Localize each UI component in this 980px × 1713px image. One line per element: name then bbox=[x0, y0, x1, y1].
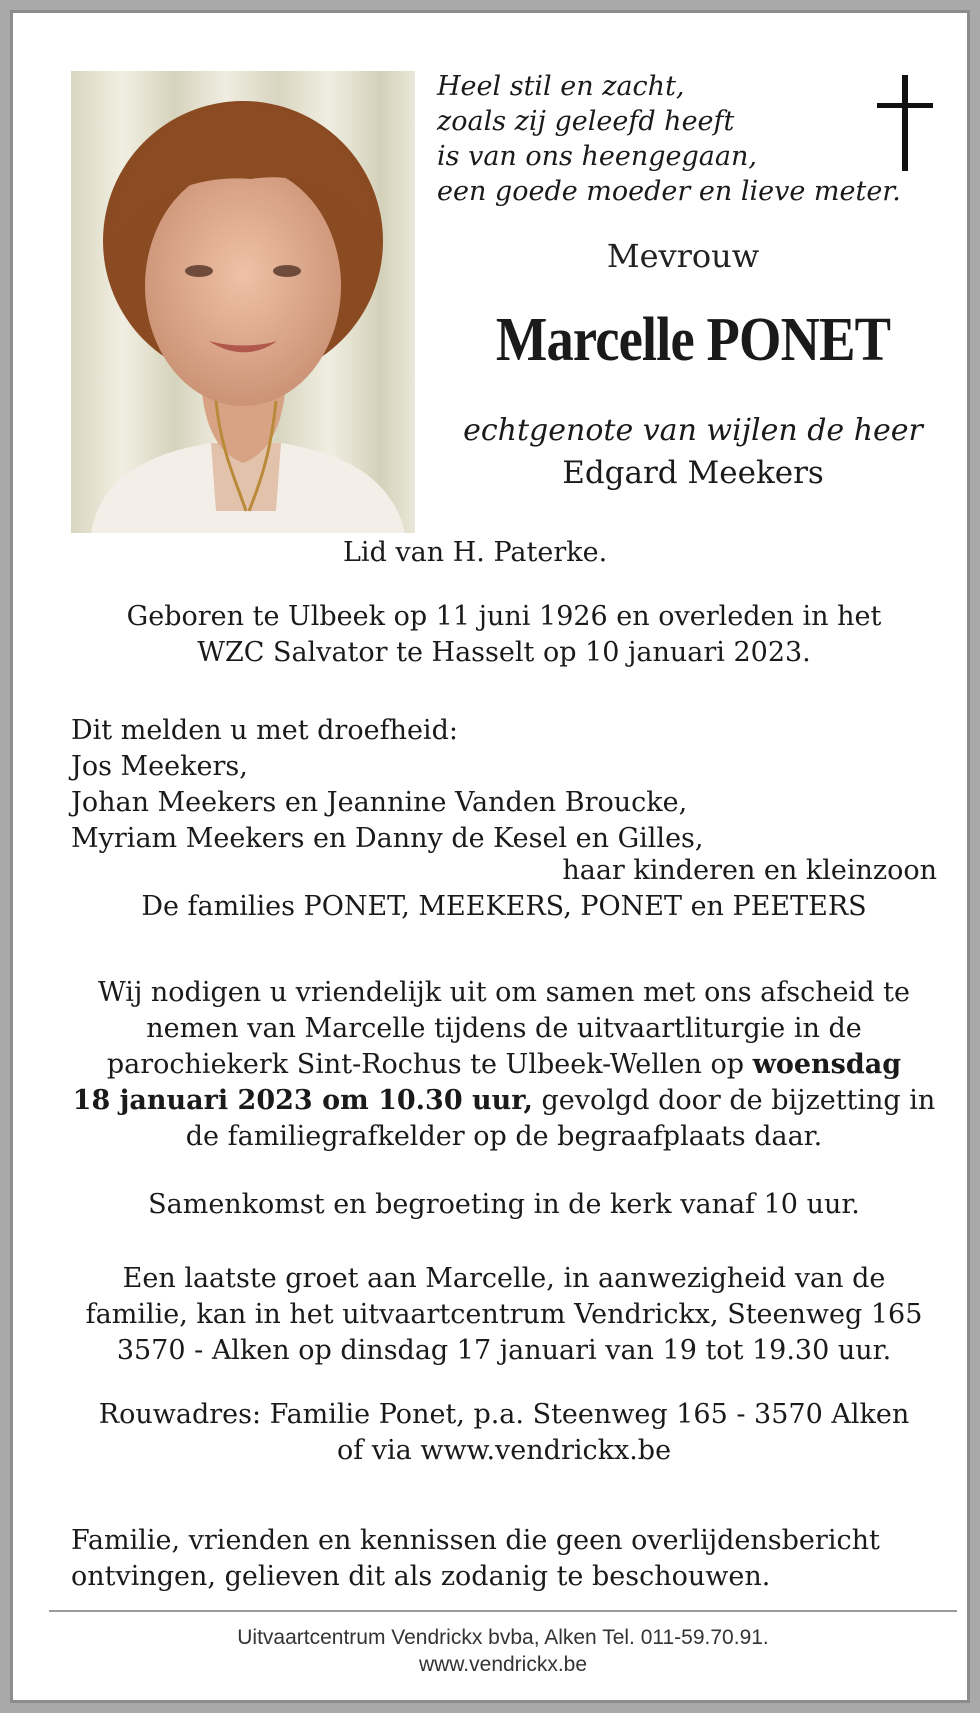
closing-line: Familie, vrienden en kennissen die geen overlijdensbericht bbox=[71, 1525, 880, 1556]
honorific: Mevrouw bbox=[606, 237, 760, 275]
footer-company: Uitvaartcentrum Vendrickx bvba, Alken Tel. 011-59.70.91. bbox=[237, 1626, 769, 1649]
family-line: Myriam Meekers en Danny de Kesel en Gilles, bbox=[71, 823, 704, 854]
family-line: Johan Meekers en Jeannine Vanden Broucke, bbox=[71, 787, 688, 818]
birth-death-line: WZC Salvator te Hasselt op 10 januari 2023. bbox=[197, 637, 811, 668]
footer-divider bbox=[49, 1610, 957, 1612]
funeral-day: woensdag bbox=[752, 1049, 902, 1080]
poem-line: zoals zij geleefd heeft bbox=[437, 106, 735, 137]
membership: Lid van H. Paterke. bbox=[343, 537, 608, 568]
gathering-info: Samenkomst en begroeting in de kerk vanaf 10 uur. bbox=[148, 1189, 860, 1220]
poem-line: is van ons heengegaan, bbox=[437, 141, 757, 172]
cross-icon bbox=[877, 75, 933, 171]
mourning-address bbox=[71, 1397, 937, 1469]
address-line: Rouwadres: Familie Ponet, p.a. Steenweg 165 - 3570 Alken bbox=[98, 1399, 910, 1430]
footer-website: www.vendrickx.be bbox=[418, 1653, 588, 1676]
spouse-description: echtgenote van wijlen de heer bbox=[463, 413, 923, 448]
portrait-image bbox=[71, 71, 415, 533]
address-line: of via www.vendrickx.be bbox=[336, 1435, 672, 1466]
children-caption: haar kinderen en kleinzoon bbox=[562, 855, 937, 886]
greeting-line: Een laatste groet aan Marcelle, in aanwezigheid van de bbox=[122, 1263, 886, 1294]
invite-line: de familiegrafkelder op de begraafplaats daar. bbox=[185, 1121, 823, 1152]
invite-text: gevolgd door de bijzetting in bbox=[532, 1085, 936, 1116]
family-line: Jos Meekers, bbox=[71, 751, 248, 782]
portrait-photo bbox=[71, 71, 415, 533]
invite-line bbox=[71, 1047, 937, 1083]
closing-line: ontvingen, gelieven dit als zodanig te beschouwen. bbox=[71, 1561, 771, 1592]
greeting-line: familie, kan in het uitvaartcentrum Vendrickx, Steenweg 165 bbox=[85, 1299, 923, 1330]
invite-line: Wij nodigen u vriendelijk uit om samen met ons afscheid te bbox=[98, 977, 910, 1008]
invite-line bbox=[71, 1083, 937, 1119]
invite-text: parochiekerk Sint-Rochus te Ulbeek-Wellen op bbox=[106, 1049, 753, 1080]
birth-death-line: Geboren te Ulbeek op 11 juni 1926 en overleden in het bbox=[126, 601, 882, 632]
greeting-line: 3570 - Alken op dinsdag 17 januari van 19 tot 19.30 uur. bbox=[116, 1335, 892, 1366]
announce-intro: Dit melden u met droefheid: bbox=[71, 715, 458, 746]
poem-line: Heel stil en zacht, bbox=[437, 71, 685, 102]
deceased-name: Marcelle PONET bbox=[495, 306, 891, 374]
poem-line: een goede moeder en lieve meter. bbox=[437, 176, 901, 207]
funeral-invitation bbox=[71, 975, 937, 1155]
funeral-date-time: 18 januari 2023 om 10.30 uur, bbox=[72, 1085, 533, 1116]
family-announcement bbox=[71, 713, 937, 857]
invite-line: nemen van Marcelle tijdens de uitvaartliturgie in de bbox=[146, 1013, 862, 1044]
families-line: De families PONET, MEEKERS, PONET en PEETERS bbox=[141, 891, 867, 922]
obituary-card bbox=[10, 10, 970, 1703]
closing-note bbox=[71, 1523, 937, 1595]
birth-death-info bbox=[71, 599, 937, 671]
spouse-name: Edgard Meekers bbox=[562, 455, 824, 491]
poem bbox=[437, 69, 901, 209]
last-greeting-info bbox=[71, 1261, 937, 1369]
